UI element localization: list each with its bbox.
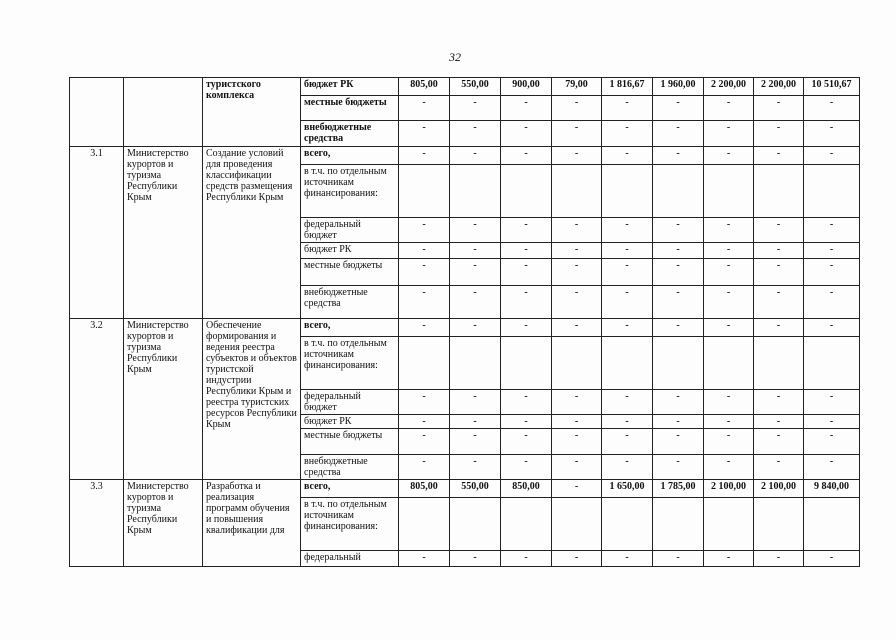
- amount-cell: -: [754, 286, 804, 319]
- amount-cell: 550,00: [450, 480, 501, 498]
- amount-cell: -: [653, 259, 704, 286]
- amount-cell: -: [754, 259, 804, 286]
- funding-source-cell: бюджет РК: [301, 78, 399, 96]
- funding-source-cell: федеральный бюджет: [301, 218, 399, 243]
- amount-cell: -: [704, 319, 754, 337]
- amount-cell: -: [501, 218, 552, 243]
- funding-source-cell: федеральный: [301, 551, 399, 567]
- amount-cell: -: [602, 551, 653, 567]
- amount-cell: -: [602, 243, 653, 259]
- amount-cell: -: [552, 243, 602, 259]
- amount-cell: -: [804, 429, 860, 455]
- amount-cell: [704, 165, 754, 218]
- amount-cell: 805,00: [399, 78, 450, 96]
- amount-cell: [552, 337, 602, 390]
- funding-source-cell: федеральный бюджет: [301, 390, 399, 415]
- executor-cell: Министерство курортов и туризма Республики Крым: [124, 147, 203, 319]
- amount-cell: -: [399, 286, 450, 319]
- activity-name-cell: Разработка и реализация программ обучения и повышения квалификации для: [203, 480, 301, 567]
- amount-cell: -: [653, 147, 704, 165]
- amount-cell: -: [754, 415, 804, 429]
- amount-cell: -: [602, 390, 653, 415]
- table-row: [70, 319, 860, 337]
- amount-cell: -: [653, 96, 704, 121]
- amount-cell: -: [552, 415, 602, 429]
- amount-cell: -: [399, 218, 450, 243]
- amount-cell: -: [450, 551, 501, 567]
- amount-cell: -: [704, 218, 754, 243]
- amount-cell: [399, 337, 450, 390]
- amount-cell: -: [399, 96, 450, 121]
- amount-cell: -: [501, 286, 552, 319]
- amount-cell: -: [804, 286, 860, 319]
- amount-cell: [754, 165, 804, 218]
- amount-cell: [804, 337, 860, 390]
- amount-cell: -: [501, 415, 552, 429]
- amount-cell: -: [450, 243, 501, 259]
- amount-cell: -: [552, 121, 602, 147]
- amount-cell: 2 200,00: [754, 78, 804, 96]
- amount-cell: -: [399, 415, 450, 429]
- amount-cell: -: [754, 551, 804, 567]
- funding-source-cell: местные бюджеты: [301, 96, 399, 121]
- amount-cell: -: [804, 390, 860, 415]
- amount-cell: [450, 337, 501, 390]
- amount-cell: -: [653, 286, 704, 319]
- row-code: 3.2: [70, 319, 124, 480]
- funding-source-cell: в т.ч. по отдельным источникам финансирования:: [301, 165, 399, 218]
- amount-cell: -: [552, 259, 602, 286]
- amount-cell: -: [804, 415, 860, 429]
- table-row: [70, 480, 860, 498]
- amount-cell: -: [501, 390, 552, 415]
- amount-cell: -: [754, 121, 804, 147]
- amount-cell: -: [704, 96, 754, 121]
- amount-cell: -: [804, 96, 860, 121]
- amount-cell: -: [653, 551, 704, 567]
- executor-cell: Министерство курортов и туризма Республики Крым: [124, 319, 203, 480]
- amount-cell: -: [552, 319, 602, 337]
- amount-cell: [450, 498, 501, 551]
- amount-cell: -: [501, 319, 552, 337]
- amount-cell: 805,00: [399, 480, 450, 498]
- funding-source-cell: в т.ч. по отдельным источникам финансирования:: [301, 337, 399, 390]
- amount-cell: -: [552, 286, 602, 319]
- executor-cell: [124, 78, 203, 147]
- amount-cell: -: [602, 218, 653, 243]
- amount-cell: 79,00: [552, 78, 602, 96]
- amount-cell: -: [653, 243, 704, 259]
- amount-cell: [602, 337, 653, 390]
- amount-cell: [450, 165, 501, 218]
- amount-cell: -: [450, 455, 501, 480]
- amount-cell: -: [653, 415, 704, 429]
- amount-cell: -: [754, 390, 804, 415]
- amount-cell: -: [704, 147, 754, 165]
- amount-cell: -: [704, 243, 754, 259]
- amount-cell: -: [399, 319, 450, 337]
- amount-cell: [653, 165, 704, 218]
- amount-cell: -: [653, 390, 704, 415]
- amount-cell: -: [450, 96, 501, 121]
- amount-cell: -: [602, 455, 653, 480]
- amount-cell: -: [804, 259, 860, 286]
- amount-cell: 1 785,00: [653, 480, 704, 498]
- amount-cell: [602, 498, 653, 551]
- amount-cell: -: [399, 121, 450, 147]
- amount-cell: -: [501, 551, 552, 567]
- amount-cell: -: [450, 121, 501, 147]
- funding-source-cell: местные бюджеты: [301, 429, 399, 455]
- amount-cell: [501, 165, 552, 218]
- amount-cell: [704, 498, 754, 551]
- amount-cell: -: [399, 147, 450, 165]
- amount-cell: -: [704, 121, 754, 147]
- amount-cell: -: [399, 429, 450, 455]
- amount-cell: -: [754, 218, 804, 243]
- amount-cell: -: [501, 455, 552, 480]
- amount-cell: -: [754, 319, 804, 337]
- amount-cell: -: [552, 218, 602, 243]
- amount-cell: -: [450, 286, 501, 319]
- amount-cell: -: [804, 218, 860, 243]
- amount-cell: -: [450, 259, 501, 286]
- amount-cell: -: [804, 147, 860, 165]
- amount-cell: -: [450, 415, 501, 429]
- amount-cell: -: [399, 455, 450, 480]
- amount-cell: -: [653, 319, 704, 337]
- amount-cell: -: [804, 455, 860, 480]
- activity-name-cell: Обеспечение формирования и ведения реестра субъектов и объектов туристской индустрии Республики Крым и реестра туристских ресурсов Республики Крым: [203, 319, 301, 480]
- amount-cell: [399, 165, 450, 218]
- amount-cell: -: [450, 218, 501, 243]
- amount-cell: -: [501, 121, 552, 147]
- amount-cell: -: [501, 259, 552, 286]
- amount-cell: -: [653, 218, 704, 243]
- amount-cell: 850,00: [501, 480, 552, 498]
- amount-cell: -: [602, 429, 653, 455]
- amount-cell: -: [704, 551, 754, 567]
- amount-cell: -: [450, 429, 501, 455]
- amount-cell: -: [653, 121, 704, 147]
- amount-cell: -: [754, 147, 804, 165]
- amount-cell: [804, 165, 860, 218]
- amount-cell: -: [399, 390, 450, 415]
- amount-cell: 1 960,00: [653, 78, 704, 96]
- amount-cell: -: [653, 455, 704, 480]
- amount-cell: -: [552, 96, 602, 121]
- amount-cell: 1 650,00: [602, 480, 653, 498]
- amount-cell: -: [804, 121, 860, 147]
- activity-name-cell: Создание условий для проведения классификации средств размещения Республики Крым: [203, 147, 301, 319]
- amount-cell: [602, 165, 653, 218]
- funding-source-cell: местные бюджеты: [301, 259, 399, 286]
- amount-cell: -: [704, 259, 754, 286]
- funding-source-cell: всего,: [301, 147, 399, 165]
- amount-cell: -: [450, 390, 501, 415]
- amount-cell: -: [450, 319, 501, 337]
- funding-source-cell: бюджет РК: [301, 243, 399, 259]
- amount-cell: -: [754, 429, 804, 455]
- budget-table: [69, 77, 860, 567]
- amount-cell: -: [704, 286, 754, 319]
- amount-cell: 9 840,00: [804, 480, 860, 498]
- activity-name-cell: туристского комплекса: [203, 78, 301, 147]
- amount-cell: [704, 337, 754, 390]
- table-row: [70, 147, 860, 165]
- amount-cell: -: [501, 429, 552, 455]
- amount-cell: -: [399, 551, 450, 567]
- amount-cell: [501, 498, 552, 551]
- amount-cell: -: [602, 147, 653, 165]
- amount-cell: [754, 337, 804, 390]
- amount-cell: [653, 337, 704, 390]
- page-number: 32: [449, 50, 461, 64]
- amount-cell: -: [552, 551, 602, 567]
- funding-source-cell: всего,: [301, 319, 399, 337]
- amount-cell: 10 510,67: [804, 78, 860, 96]
- amount-cell: [754, 498, 804, 551]
- amount-cell: -: [704, 390, 754, 415]
- amount-cell: -: [399, 243, 450, 259]
- row-code: 3.1: [70, 147, 124, 319]
- amount-cell: -: [602, 415, 653, 429]
- amount-cell: -: [552, 455, 602, 480]
- amount-cell: -: [552, 390, 602, 415]
- executor-cell: Министерство курортов и туризма Республики Крым: [124, 480, 203, 567]
- row-code: [70, 78, 124, 147]
- amount-cell: -: [501, 243, 552, 259]
- funding-source-cell: внебюджетные средства: [301, 286, 399, 319]
- amount-cell: -: [704, 415, 754, 429]
- amount-cell: 2 100,00: [704, 480, 754, 498]
- amount-cell: -: [704, 455, 754, 480]
- amount-cell: -: [501, 96, 552, 121]
- amount-cell: 1 816,67: [602, 78, 653, 96]
- amount-cell: [552, 165, 602, 218]
- funding-source-cell: внебюджетные средства: [301, 121, 399, 147]
- amount-cell: -: [552, 429, 602, 455]
- amount-cell: -: [602, 121, 653, 147]
- amount-cell: -: [602, 96, 653, 121]
- table-row: [70, 78, 860, 96]
- amount-cell: -: [704, 429, 754, 455]
- funding-source-cell: бюджет РК: [301, 415, 399, 429]
- amount-cell: -: [754, 455, 804, 480]
- amount-cell: 900,00: [501, 78, 552, 96]
- amount-cell: 550,00: [450, 78, 501, 96]
- amount-cell: -: [804, 243, 860, 259]
- amount-cell: -: [602, 286, 653, 319]
- amount-cell: [653, 498, 704, 551]
- amount-cell: [804, 498, 860, 551]
- amount-cell: -: [501, 147, 552, 165]
- amount-cell: -: [653, 429, 704, 455]
- amount-cell: -: [399, 259, 450, 286]
- funding-source-cell: внебюджетные средства: [301, 455, 399, 480]
- amount-cell: [552, 498, 602, 551]
- amount-cell: 2 100,00: [754, 480, 804, 498]
- amount-cell: [501, 337, 552, 390]
- amount-cell: 2 200,00: [704, 78, 754, 96]
- amount-cell: [399, 498, 450, 551]
- funding-source-cell: в т.ч. по отдельным источникам финансирования:: [301, 498, 399, 551]
- amount-cell: -: [602, 259, 653, 286]
- amount-cell: -: [804, 551, 860, 567]
- funding-source-cell: всего,: [301, 480, 399, 498]
- amount-cell: -: [754, 96, 804, 121]
- amount-cell: -: [754, 243, 804, 259]
- amount-cell: -: [552, 480, 602, 498]
- row-code: 3.3: [70, 480, 124, 567]
- amount-cell: -: [450, 147, 501, 165]
- amount-cell: -: [804, 319, 860, 337]
- amount-cell: -: [552, 147, 602, 165]
- amount-cell: -: [602, 319, 653, 337]
